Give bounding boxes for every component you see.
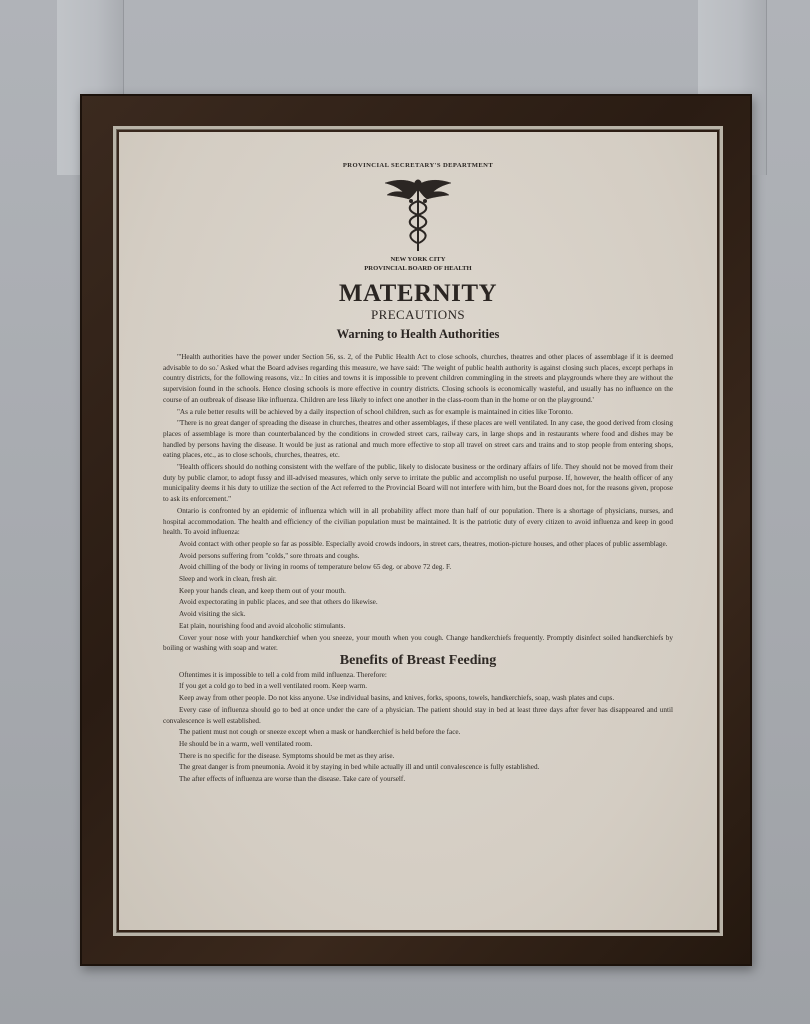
poster-title: MATERNITY — [338, 280, 498, 307]
paragraph: "'Health authorities have the power under Section 56, ss. 2, of the Public Health Act to close schools, churches, theatres and other places of assemblage if it is deemed advisable to do so.' Asked what the Board advises regarding this measure, we have said: 'The weight of public health authority is against closing such places, except perhaps in country districts, for the following reasons, viz.: In cities and towns it is impossible to prevent children commingling in the streets and playgrounds where they are without the supervision found in the schools. Hence closing schools is more effective in country districts. Closing schools is economically wasteful, and usually has no influence on the course of an outbreak of disease like influenza. Children are less likely to infect one another in the class-room than in the home or on the playground.' — [163, 353, 673, 404]
avoid-list-item: Keep your hands clean, and keep them out of your mouth. — [179, 586, 346, 595]
paragraph: "There is no great danger of spreading the disease in churches, theatres and other assemblages, if these places are well ventilated. In any case, the good derived from closing places of assemblage is more than counterbalanced by the conditions in crowded street cars, railway cars, in large shops and in restaurants where food and dishes may be handled by persons having the disease. It would be just as rational and much more effective to stop all travel on street cars and trains and to stop people from entering shops, eating places, etc., as to close schools, churches, theatres, etc. — [163, 419, 673, 460]
benefits-list-item: The patient must not cough or sneeze except when a mask or handkerchief is held before the face. — [179, 728, 461, 737]
board-name: PROVINCIAL BOARD OF HEALTH — [364, 265, 472, 272]
poster-paper — [119, 132, 717, 930]
city-name: NEW YORK CITY — [390, 256, 446, 263]
paragraph: Ontario is confronted by an epidemic of influenza which will in all probability affect more than half of our population. There is a shortage of physicians, nurses, and hospital accommodation. The health and efficiency of the civilian population must be maintained. It is the patriotic duty of every citizen to avoid influenza and keep in good health. To avoid influenza: — [163, 506, 673, 537]
benefits-heading: Benefits of Breast Feeding — [339, 652, 497, 668]
department-header: PROVINCIAL SECRETARY'S DEPARTMENT — [342, 162, 494, 169]
benefits-list-item: Keep away from other people. Do not kiss anyone. Use individual basins, and knives, forks, spoons, towels, handkerchiefs, soap, wash plates and cups. — [179, 694, 615, 703]
paragraph: "Health officers should do nothing consistent with the welfare of the public, likely to dislocate business or the ordinary affairs of life. They should not be moved from their duty by public clamor, to adopt fussy and ill-advised measures, which only serve to irritate the public and accomplish no useful purpose. If, however, the health officer of any municipality deems it his duty to utilize the section of the Act referred to the Provincial Board will not interfere with him, but the Board does not, for the reasons given, propose to ask its enforcement." — [163, 463, 673, 504]
poster-subtitle: PRECAUTIONS — [371, 307, 465, 322]
benefits-list-item: Every case of influenza should go to bed at once under the care of a physician. The patient should stay in bed at least three days after fever has disappeared and until convalescence is well established. — [163, 705, 673, 725]
avoid-list-item: Avoid contact with other people so far as possible. Especially avoid crowds indoors, in street cars, theatres, motion-picture houses, and other places of public assemblage. — [179, 539, 668, 548]
frame-mat — [113, 126, 723, 936]
avoid-list-item: Avoid persons suffering from "colds," sore throats and coughs. — [179, 551, 360, 560]
avoid-list-item: Avoid expectorating in public places, and see that others do likewise. — [179, 598, 378, 607]
caduceus-icon — [383, 175, 453, 253]
benefits-list-item: Oftentimes it is impossible to tell a cold from mild influenza. Therefore: — [179, 670, 387, 679]
poster-body — [163, 352, 673, 785]
benefits-list-item: There is no specific for the disease. Symptoms should be met as they arise. — [179, 751, 395, 760]
benefits-list-item: If you get a cold go to bed in a well ventilated room. Keep warm. — [179, 682, 368, 691]
warning-heading: Warning to Health Authorities — [336, 327, 500, 341]
paragraph: "As a rule better results will be achieved by a daily inspection of school children, such as for example is maintained in cities like Toronto. — [177, 407, 573, 416]
benefits-list-item: The after effects of influenza are worse than the disease. Take care of yourself. — [179, 775, 406, 784]
avoid-list-item: Eat plain, nourishing food and avoid alcoholic stimulants. — [179, 621, 346, 630]
avoid-list-item: Cover your nose with your handkerchief when you sneeze, your mouth when you cough. Change handkerchiefs frequently. Promptly disinfect soiled handkerchiefs by boiling or washing with soap and water. — [163, 633, 673, 653]
avoid-list-item: Avoid visiting the sick. — [179, 610, 246, 619]
avoid-list-item: Sleep and work in clean, fresh air. — [179, 575, 277, 584]
benefits-list-item: He should be in a warm, well ventilated room. — [179, 739, 313, 748]
picture-frame — [80, 94, 752, 966]
benefits-list-item: The great danger is from pneumonia. Avoid it by staying in bed while actually ill and until convalescence is fully established. — [179, 763, 540, 772]
avoid-list-item: Avoid chilling of the body or living in rooms of temperature below 65 deg. or above 72 deg. F. — [179, 563, 452, 572]
